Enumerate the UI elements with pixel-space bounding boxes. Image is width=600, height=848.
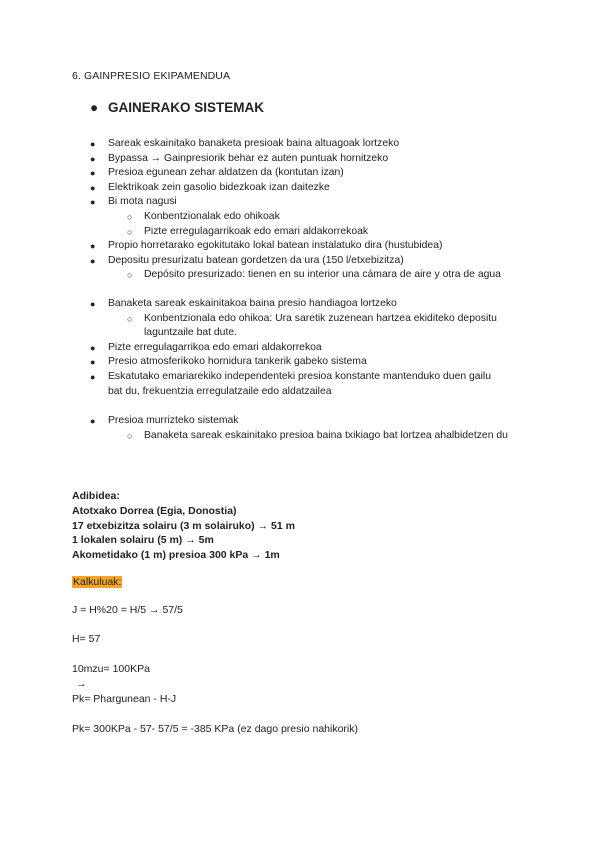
sub-list-item-text: Depósito presurizado: tienen en su interior una cámara de aire y otra de agua (144, 269, 501, 281)
bullet-icon: ● (90, 139, 96, 149)
section-heading: 6. GAINPRESIO EKIPAMENDUA (72, 70, 231, 82)
list-item (0, 152, 508, 167)
list-item (0, 341, 508, 356)
list-item (0, 370, 508, 399)
list-item-text: Propio horretarako egokitutako lokal batean instalatuko dira (hustubidea) (108, 240, 443, 252)
list-item (0, 137, 508, 152)
list-item-text: Eskatutako emariarekiko independenteki presioa konstante mantenduko duen gailu bat du, frekuentzia erregulatzaile edo aldatzailea (108, 370, 491, 397)
subsection-title: GAINERAKO SISTEMAK (108, 100, 265, 115)
sub-list-item (0, 429, 514, 444)
sub-list-item (0, 210, 514, 225)
calc-pk-formula: Pk= Phargunean - H-J (72, 693, 177, 705)
list-item-text: Depositu presurizatu batean gordetzen da ura (150 l/etxebizitza) (108, 254, 404, 266)
example-title: Adibidea: (72, 490, 120, 502)
bullet-icon: ● (90, 153, 96, 164)
bullet-list-pressure-reduction (0, 414, 600, 443)
example-local-floor: 1 lokalen solairu (5 m) → 5m (72, 534, 214, 547)
calc-title (72, 576, 122, 588)
example-block (72, 489, 295, 563)
list-item-text: Presio atmosferikoko hornidura tankerik gabeko sistema (108, 356, 367, 368)
sub-list-item (0, 225, 514, 240)
sub-list-item-text: Konbentzionalak edo ohikoak (144, 210, 280, 222)
calc-title-highlight: Kalkuluak: (73, 576, 122, 588)
bullet-icon: ● (90, 100, 99, 115)
bullet-icon: ● (90, 182, 96, 193)
calc-mzu-line: 10mzu= 100KPa (72, 663, 150, 675)
calc-h-line: H= 57 (72, 633, 101, 645)
list-item (0, 254, 508, 269)
calc-j-line: J = H%20 = H/5 → 57/5 (72, 604, 183, 616)
list-item-text: Sareak eskainitako banaketa presioak baina altuagoak lortzeko (108, 138, 400, 149)
arrow-icon: → (76, 678, 87, 690)
sub-list-item (0, 268, 514, 283)
bullet-icon: ● (90, 197, 96, 208)
bullet-icon: ● (90, 241, 96, 252)
bullet-icon: ● (90, 255, 96, 266)
circle-bullet-icon: ○ (127, 226, 133, 237)
list-item-text: Elektrikoak zein gasolio bidezkoak izan daitezke (108, 181, 330, 193)
bullet-list-systems (0, 137, 600, 283)
list-item (0, 239, 508, 254)
list-item (0, 166, 508, 181)
list-item (0, 355, 508, 370)
list-item-text: Bi mota nagusi (108, 196, 177, 208)
sub-list-item-text: Banaketa sareak eskainitako presioa baina txikiago bat lortzea ahalbidetzen du (144, 429, 508, 441)
circle-bullet-icon: ○ (127, 270, 133, 281)
list-item-text: Banaketa sareak eskainitakoa baina presio handiagoa lortzeko (108, 298, 397, 309)
bullet-icon: ● (90, 342, 96, 353)
sub-list-item (0, 312, 514, 341)
bullet-icon: ● (90, 168, 96, 179)
list-item (0, 181, 508, 196)
bullet-list-pressure-increase (0, 297, 600, 399)
example-floors: 17 etxebizitza solairu (3 m solairuko) → 51 m (72, 519, 295, 532)
list-item (0, 297, 508, 312)
circle-bullet-icon: ○ (127, 211, 133, 222)
list-item-text: Pizte erregulagarrikoa edo emari aldakorrekoa (108, 341, 322, 353)
list-item-text: Bypassa → Gainpresiorik behar ez auten puntuak hornitzeko (108, 152, 389, 164)
list-item (0, 414, 508, 429)
circle-bullet-icon: ○ (127, 430, 133, 441)
sub-list-item-text: Konbentzionala edo ohikoa: Ura saretik zuzenean hartzea ekiditeko depositu laguntzaile bat dute. (144, 312, 497, 339)
bullet-icon: ● (90, 416, 96, 426)
list-item (0, 195, 508, 210)
bullet-icon: ● (90, 357, 96, 368)
circle-bullet-icon: ○ (127, 313, 133, 324)
example-building: Atotxako Dorrea (Egia, Donostia) (72, 504, 237, 517)
list-item-text: Presioa egunean zehar aldatzen da (kontutan izan) (108, 167, 344, 179)
list-item-text: Presioa murrizteko sistemak (108, 415, 239, 426)
sub-list-item-text: Pizte erregulagarrikoak edo emari aldakorrekoak (144, 225, 369, 237)
example-connection-pressure: Akometidako (1 m) presioa 300 kPa → 1m (72, 549, 280, 562)
calc-pk-result: Pk= 300KPa - 57- 57/5 = -385 KPa (ez dago presio nahikorik) (72, 723, 359, 735)
bullet-icon: ● (90, 299, 96, 309)
bullet-icon: ● (90, 371, 96, 382)
